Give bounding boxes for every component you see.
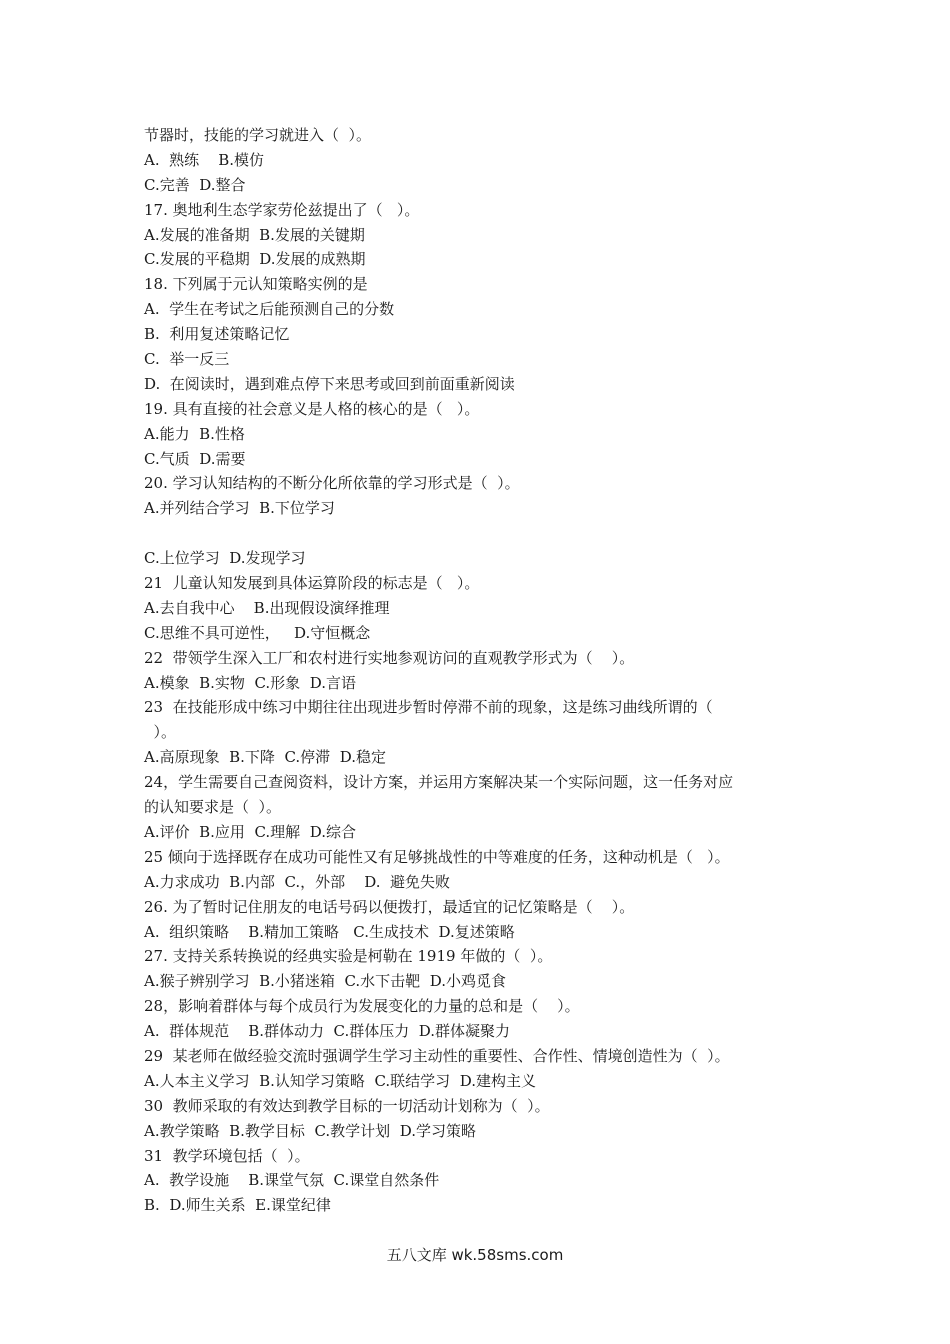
- text-line: 28，影响着群体与每个成员行为发展变化的力量的总和是（ ）。: [144, 997, 580, 1016]
- text-line: 19. 具有直接的社会意义是人格的核心的是（ ）。: [144, 399, 480, 418]
- page-footer-watermark: 五八文库 wk.58sms.com: [386, 1246, 564, 1264]
- text-line: A.发展的准备期 B.发展的关键期: [144, 225, 365, 244]
- text-line: 25 倾向于选择既存在成功可能性又有足够挑战性的中等难度的任务，这种动机是（ ）。: [144, 847, 730, 866]
- text-line: C.上位学习 D.发现学习: [144, 549, 306, 568]
- question-text-body: [144, 123, 814, 1218]
- text-line: A.去自我中心 B.出现假设演绎推理: [144, 598, 390, 617]
- text-line: A.并列结合学习 B.下位学习: [144, 499, 335, 518]
- text-line: A.人本主义学习 B.认知学习策略 C.联结学习 D.建构主义: [144, 1071, 536, 1090]
- question-block-2: [144, 546, 814, 1218]
- question-block-1: [144, 123, 814, 521]
- text-line: A.能力 B.性格: [144, 424, 245, 443]
- text-line: A. 组织策略 B.精加工策略 C.生成技术 D.复述策略: [144, 922, 515, 941]
- text-line: A. 群体规范 B.群体动力 C.群体压力 D.群体凝聚力: [144, 1022, 511, 1041]
- text-line: A.力求成功 B.内部 C.，外部 D. 避免失败: [144, 872, 451, 891]
- text-line: 26. 为了暂时记住朋友的电话号码以便拨打，最适宜的记忆策略是（ ）。: [144, 897, 635, 916]
- text-line: A.教学策略 B.教学目标 C.教学计划 D.学习策略: [144, 1121, 476, 1140]
- text-line: ）。: [144, 723, 177, 742]
- text-line: 31 教学环境包括（ ）。: [144, 1146, 310, 1165]
- text-line: 23 在技能形成中练习中期往往出现进步暂时停滞不前的现象，这是练习曲线所谓的（: [144, 698, 713, 717]
- text-line: C.气质 D.需要: [144, 449, 246, 468]
- text-line: A. 熟练 B.模仿: [144, 150, 265, 169]
- text-line: 24，学生需要自己查阅资料，设计方案，并运用方案解决某一个实际问题，这一任务对应: [144, 773, 734, 792]
- text-line: A. 教学设施 B.课堂气氛 C.课堂自然条件: [144, 1171, 440, 1190]
- text-line: A.模象 B.实物 C.形象 D.言语: [144, 673, 356, 692]
- text-line: C.发展的平稳期 D.发展的成熟期: [144, 250, 366, 269]
- text-line: C.完善 D.整合: [144, 175, 246, 194]
- text-line: B. D.师生关系 E.课堂纪律: [144, 1196, 331, 1215]
- text-line: 29 某老师在做经验交流时强调学生学习主动性的重要性、合作性、情境创造性为（ ）。: [144, 1046, 730, 1065]
- text-line: 22 带领学生深入工厂和农村进行实地参观访问的直观教学形式为（ ）。: [144, 648, 635, 667]
- text-line: C.思维不具可逆性， D.守恒概念: [144, 623, 371, 642]
- text-line: A.评价 B.应用 C.理解 D.综合: [144, 822, 356, 841]
- text-line: D. 在阅读时，遇到难点停下来思考或回到前面重新阅读: [144, 374, 515, 393]
- text-line: B. 利用复述策略记忆: [144, 325, 290, 344]
- blank-line: [144, 521, 814, 546]
- text-line: A.猴子辨别学习 B.小猪迷箱 C.水下击靶 D.小鸡觅食: [144, 972, 506, 991]
- text-line: 21 儿童认知发展到具体运算阶段的标志是（ ）。: [144, 574, 480, 593]
- text-line: A.高原现象 B.下降 C.停滞 D.稳定: [144, 748, 386, 767]
- text-line: 18. 下列属于元认知策略实例的是: [144, 275, 368, 294]
- text-line: 节器时，技能的学习就进入（ ）。: [144, 126, 372, 144]
- text-line: 27. 支持关系转换说的经典实验是柯勒在 1919 年做的（ ）。: [144, 947, 553, 966]
- text-line: 20. 学习认知结构的不断分化所依靠的学习形式是（ ）。: [144, 474, 520, 493]
- text-line: 30 教师采取的有效达到教学目标的一切活动计划称为（ ）。: [144, 1096, 550, 1115]
- text-line: A. 学生在考试之后能预测自己的分数: [144, 300, 395, 319]
- text-line: 的认知要求是（ ）。: [144, 798, 282, 817]
- text-line: C. 举一反三: [144, 350, 230, 369]
- text-line: 17. 奥地利生态学家劳伦兹提出了（ ）。: [144, 200, 420, 219]
